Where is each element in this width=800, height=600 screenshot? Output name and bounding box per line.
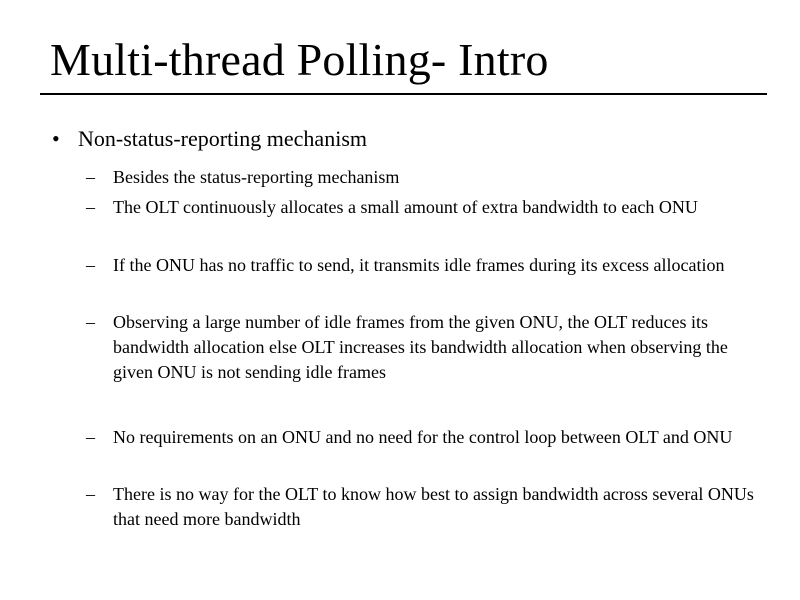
bullet-text: Non-status-reporting mechanism [78,126,367,151]
sub-item [86,165,766,190]
dash-marker: – [86,167,95,187]
sub-item [86,310,766,385]
sub-item-text: If the ONU has no traffic to send, it transmits idle frames during its excess allocation [113,255,725,275]
sub-item [86,195,766,220]
sub-item-text: No requirements on an ONU and no need for the control loop between OLT and ONU [113,427,733,447]
dash-marker: – [86,197,95,217]
dash-marker: – [86,427,95,447]
sub-item-text: Besides the status-reporting mechanism [113,167,400,187]
sub-item-text: There is no way for the OLT to know how best to assign bandwidth across several ONUs that need more bandwidth [113,484,754,529]
sub-item [86,425,766,450]
sub-item-text: Observing a large number of idle frames from the given ONU, the OLT reduces its bandwidth allocation else OLT increases its bandwidth allocation when observing the given ONU is not sending idle frames [113,312,728,382]
bullet-marker: • [52,126,60,151]
slide-title: Multi-thread Polling- Intro [50,34,549,85]
dash-marker: – [86,255,95,275]
dash-marker: – [86,484,95,504]
dash-marker: – [86,312,95,332]
sub-item [86,253,766,278]
sub-item-text: The OLT continuously allocates a small amount of extra bandwidth to each ONU [113,197,698,217]
title-divider [40,93,767,95]
bullet-item [52,125,367,153]
sub-item [86,482,766,532]
